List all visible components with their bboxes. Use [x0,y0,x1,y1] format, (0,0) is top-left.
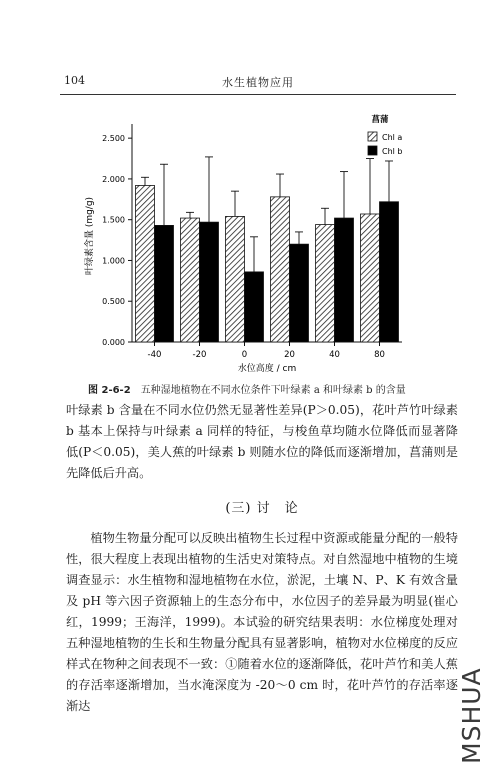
bar-chl-a [226,216,245,342]
legend-title: 菖蒲 [371,115,389,125]
x-tick-label: 20 [284,350,295,360]
x-tick-labels [148,350,385,360]
figure-label: 图 2-6-2 [88,385,131,396]
paragraph-1: 叶绿素 b 含量在不同水位仍然无显著性差异(P＞0.05)，花叶芦竹叶绿素 b 基本上保持与叶绿素 a 同样的特征，与梭鱼草均随水位降低而显著降低(P＜0.05)，美人蕉的叶绿素 b 则随水位的降低而逐渐增加，菖蒲则是先降低后升高。 [66,403,458,480]
side-watermark-text: MSHUA [457,667,486,764]
chlorophyll-bar-chart [60,100,460,378]
y-tick-label: 2.500 [102,134,125,144]
bar-chl-a [316,225,335,342]
figure-caption-text: 五种湿地植物在不同水位条件下叶绿素 a 和叶绿素 b 的含量 [140,385,406,396]
legend-swatch [368,132,377,141]
y-axis-label: 叶绿素含量 (mg/g) [85,196,95,276]
bar-chl-b [155,225,174,342]
y-tick-label: 0.500 [102,297,125,307]
y-tick-label: 0.000 [102,338,125,347]
paragraph-2: 植物生物量分配可以反映出植物生长过程中资源或能量分配的一般特性，很大程度上表现出植物的生活史对策特点。对自然湿地中植物的生境调查显示：水生植物和湿地植物在水位，淤泥，土壤 N、P、K 有效含量及 pH 等六因子资源轴上的生态分布中，水位因子的差异最为明显(崔心红，1999；王海洋，1999)。本试验的研究结果表明：水位梯度处理对五种湿地植物的生长和生物量分配具有显著影响，植物对水位梯度的反应样式在物种之间表现不一致：①随着水位的逐渐降低，花叶芦竹和美人蕉的存活率逐渐增加，当水淹深度为 -20～0 cm 时，花叶芦竹的存活率逐渐达 [66,531,458,713]
running-title: 水生植物应用 [222,76,294,89]
bar-chl-a [181,218,200,342]
legend-label: Chl b [382,147,403,156]
bar-chl-a [136,185,155,342]
bar-chl-b [245,272,264,342]
side-watermark [455,652,489,770]
chart-bars [136,185,399,342]
bar-chl-a [361,214,380,342]
y-tick-label: 2.000 [102,174,125,184]
x-tick-label: -20 [192,350,207,360]
x-axis-label: 水位高度 / cm [237,364,297,374]
page-header [60,72,456,90]
x-tick-label: -40 [147,350,162,360]
section-heading: (三) 讨 论 [225,501,299,516]
y-tick-labels [102,134,125,347]
bar-chl-b [380,202,399,342]
bar-chl-b [290,244,309,342]
header-rule [60,94,456,95]
y-tick-label: 1.500 [102,215,125,225]
figure-caption [88,381,468,396]
x-tick-label: 80 [374,350,385,360]
legend-swatch [368,146,377,155]
chart-legend [368,114,403,156]
bar-chl-b [335,218,354,342]
chart-error-bars [141,157,393,272]
x-tick-label: 0 [241,350,248,360]
legend-label: Chl a [382,133,403,142]
bar-chl-a [271,197,290,342]
y-tick-label: 1.000 [102,256,125,266]
x-tick-label: 40 [329,350,340,360]
bar-chl-b [200,222,219,342]
page-number: 104 [64,74,85,87]
